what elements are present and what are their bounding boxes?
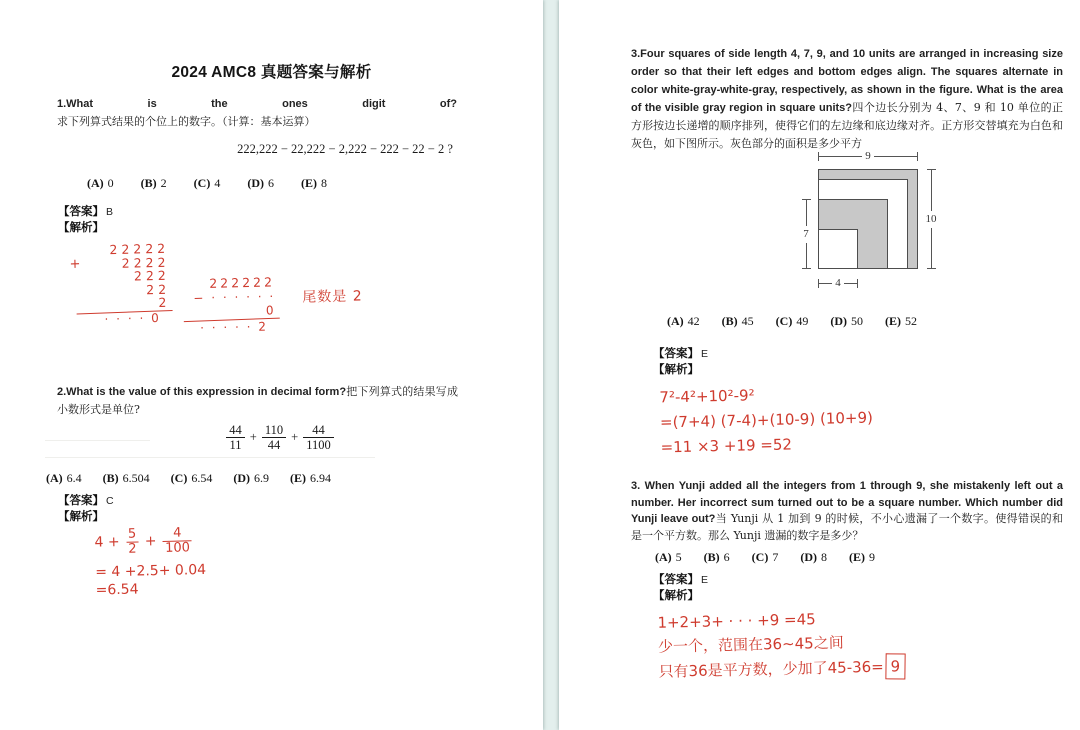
question-1-analysis-line: 【解析】 [58,220,104,234]
option-c: (C) 6.54 [170,471,213,485]
option-a: (A) 42 [667,314,700,328]
question-2-answer-letter: C [106,495,114,507]
question-2-text-en: 2.What is the value of this expression in decimal form? [57,386,347,398]
option-e: (E) 6.94 [290,471,332,485]
handwritten-line-3: 只有36是平方数，少加了45-36= 9 [658,653,905,685]
question-4-text-zh: 当 Yunji 从 1 加到 9 的时候，不小心遗漏了一个数字。使得错误的和是一个平方数。那么 Yunji 遗漏的数字是多少？ [631,512,1063,542]
option-a: (A) 5 [655,550,682,564]
question-3-handwritten-work [659,381,874,461]
exam-title: 2024 AMC8 真题答案与解析 [171,64,372,81]
question-3-text [631,45,1063,153]
handwritten-line-1: 7²-4²+10²-9² [659,386,755,407]
handwritten-line-3: =6.54 [95,581,139,599]
handwritten-line-1: 4 + $\frac{5}{2}$ + $\frac{4}{100}$ [94,525,191,557]
question-3-text-en: 3.Four squares of side length 4, 7, 9, and 10 units are arranged in increasing size order so that their left edges and bottom edges align. The squares alternate in color white-gray-white-gray, respectively, as shown in the figure. What is the area of the visible gray region in square units? [631,48,1063,114]
boxed-answer-9: 9 [886,653,906,679]
question-2-answer-line: 【答案】 C [58,493,114,507]
fraction-110-44: $\frac{110}{44}$ [262,423,286,453]
handwritten-line-2: 少一个，范围在36~45之间 [657,633,844,656]
option-c: (C) 4 [193,176,221,190]
red-fraction-5-2: $\frac{5}{2}$ [127,526,137,557]
option-c: (C) 49 [775,314,809,328]
handwritten-plus-sign: + [69,256,81,272]
question-2-expression: $\frac{44}{11}$ + $\frac{110}{44}$ + $\frac{44}{1100}$ [150,423,410,453]
option-a: (A) 0 [87,176,114,190]
option-a: (A) 6.4 [46,471,82,485]
option-e: (E) 8 [301,176,328,190]
addition-result: · · · · 0 [104,310,161,326]
fraction-44-1100: $\frac{44}{1100}$ [303,423,334,453]
question-2-handwritten-work [94,524,316,599]
handwritten-addition-column: + 22222 2222 222 22 2 · · · · 0 [81,242,171,327]
fraction-44-11: $\frac{44}{11}$ [226,423,245,453]
question-1-text-zh: 求下列算式结果的个位上的数字。（计算：基本运算） [57,115,316,128]
question-3-analysis-line: 【解析】 [653,362,699,376]
question-1-text-en: 1.What is the ones digit of? [57,98,457,110]
option-e: (E) 9 [849,550,876,564]
dimension-bottom-4 [818,277,858,289]
handwritten-note-ones-digit: 尾数是 2 [302,288,363,306]
question-2-options [46,471,331,486]
question-4-options [655,550,875,565]
handwritten-line-2: =(7+4) (7-4)+(10-9) (10+9) [659,408,874,432]
option-d: (D) 50 [830,314,864,328]
question-3-options [667,314,917,329]
question-2-analysis-line: 【解析】 [58,509,104,523]
question-3-answer-line: 【答案】 E [653,346,709,360]
handwritten-line-2: = 4 +2.5+ 0.04 [95,562,207,581]
question-1-expression: 222,222 − 22,222 − 2,222 − 222 − 22 − 2 ? [180,142,510,157]
question-4-text [631,478,1063,544]
option-b: (B) 6.504 [102,471,150,485]
question-1-answer-line: 【答案】 B [58,204,114,218]
question-3-text-zh: 四个边长分别为 4、7、9 和 10 单位的正方形按边长递增的顺序排列，使得它们的左边缘和底边缘对齐。正方形交替填充为白色和灰色，如下图所示。灰色部分的面积是多少平方 [631,101,1063,150]
question-4-handwritten-work [657,605,905,685]
dim-label-9: 9 [865,149,871,162]
figure-square-4-white [818,229,858,269]
option-d: (D) 6.9 [233,471,270,485]
dim-label-4: 4 [835,276,841,289]
dimension-top-9 [818,150,918,162]
handwritten-line-1: 1+2+3+ · · · +9 =45 [657,610,816,632]
handwritten-subtraction-column: 222222 − · · · · · · 0 · · · · · 2 [183,275,276,335]
option-d: (D) 6 [247,176,275,190]
option-d: (D) 8 [800,550,828,564]
handwritten-line-3: =11 ×3 +19 =52 [660,435,793,457]
question-1-text [57,96,457,131]
question-4-answer-letter: E [701,574,709,586]
question-1-answer-letter: B [106,206,114,218]
red-fraction-4-100: $\frac{4}{100}$ [163,526,192,555]
squares-figure [799,148,959,298]
page-right [559,0,1080,730]
question-4-analysis-line: 【解析】 [653,588,699,602]
dim-label-10: 10 [925,212,937,225]
question-1-handwritten-work [69,234,501,336]
dimension-left-7 [799,199,813,269]
question-1-options [87,176,327,191]
option-b: (B) 6 [703,550,730,564]
question-4-answer-line: 【答案】 E [653,572,709,586]
question-4-text-en: 3. When Yunji added all the integers from 1 through 9, she mistakenly left out a number. Her incorrect sum turned out to be a square number. Which number did Yunji leave out? [631,480,1063,525]
option-c: (C) 7 [751,550,779,564]
question-2-text [57,383,458,419]
subtraction-result: · · · · · 2 [200,319,269,336]
option-b: (B) 2 [140,176,167,190]
option-e: (E) 52 [885,314,918,328]
dim-label-7: 7 [803,227,809,240]
dimension-right-10 [924,169,938,269]
question-2-text-zh: 把下列算式的结果写成小数形式是单位? [57,385,458,416]
question-3-answer-letter: E [701,348,709,360]
option-b: (B) 45 [721,314,754,328]
table-border-artifact [45,457,375,458]
